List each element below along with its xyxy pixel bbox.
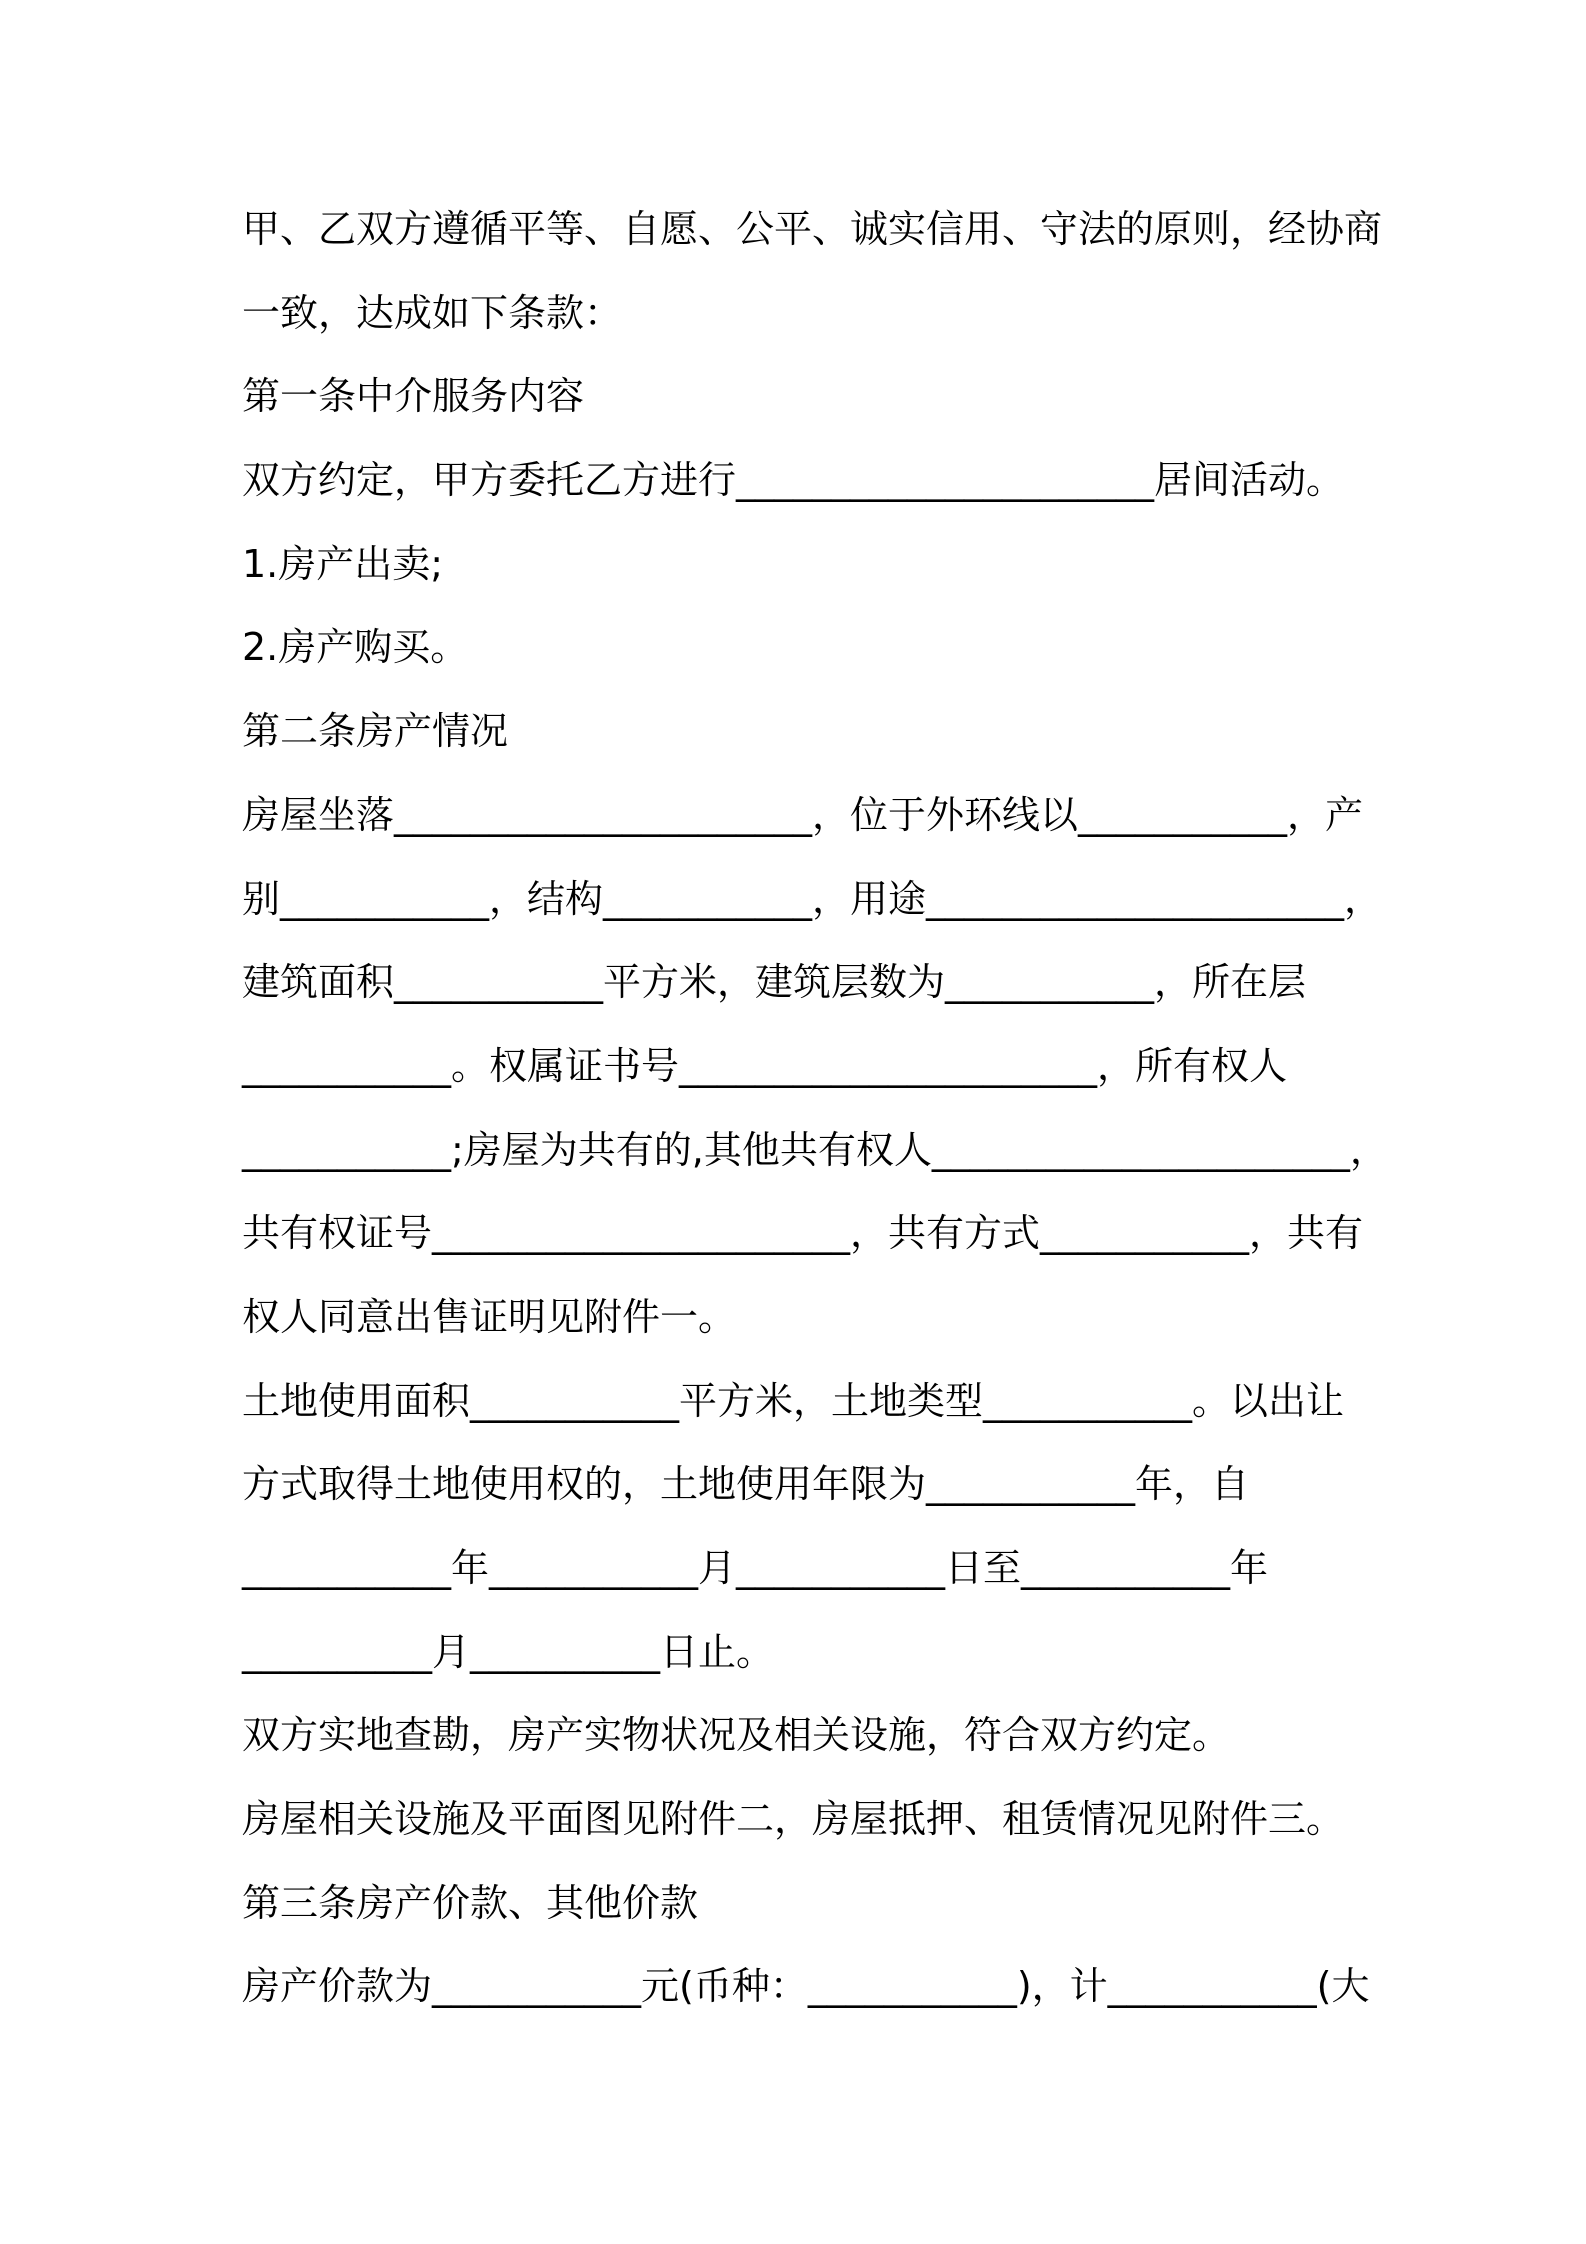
body-text-line: 建筑面积___________平方米，建筑层数为___________，所在层: [242, 960, 1307, 1005]
body-text-line: 房屋相关设施及平面图见附件二，房屋抵押、租赁情况见附件三。: [242, 1797, 1345, 1842]
body-text-line: 方式取得土地使用权的，土地使用年限为___________年，自: [242, 1462, 1250, 1507]
body-text-line: 双方实地查勘，房产实物状况及相关设施，符合双方约定。: [242, 1713, 1231, 1758]
body-text-line: ___________年___________月___________日至___________年: [242, 1546, 1269, 1590]
list-item: 2.房产购买。: [242, 625, 469, 670]
body-text-line: 共有权证号______________________，共有方式___________，共有: [242, 1211, 1364, 1256]
body-text-line: 房产价款为___________元(币种：___________)，计___________(大: [242, 1964, 1370, 2009]
body-text-line: ___________;房屋为共有的,其他共有权人______________________，: [242, 1127, 1388, 1172]
body-text-line: 甲、乙双方遵循平等、自愿、公平、诚实信用、守法的原则，经协商: [242, 207, 1383, 251]
body-text-line: __________月__________日止。: [242, 1629, 775, 1674]
body-text-line: 房屋坐落______________________，位于外环线以___________，产: [242, 792, 1364, 837]
body-text-line: ___________。权属证书号______________________，所有权人: [242, 1043, 1288, 1088]
body-text-line: 别___________，结构___________，用途______________________，: [242, 876, 1383, 921]
body-text-line: 一致，达成如下条款：: [242, 290, 623, 335]
article-heading: 第三条房产价款、其他价款: [242, 1880, 699, 1925]
body-text-line: 权人同意出售证明见附件一。: [242, 1294, 737, 1339]
article-heading: 第二条房产情况: [242, 709, 509, 754]
body-text-line: 土地使用面积___________平方米，土地类型___________。以出让: [242, 1378, 1345, 1423]
article-heading: 第一条中介服务内容: [242, 374, 585, 419]
list-item: 1.房产出卖;: [242, 541, 444, 586]
body-text-line: 双方约定，甲方委托乙方进行______________________居间活动。: [242, 458, 1345, 503]
contract-body: [242, 188, 1542, 2029]
